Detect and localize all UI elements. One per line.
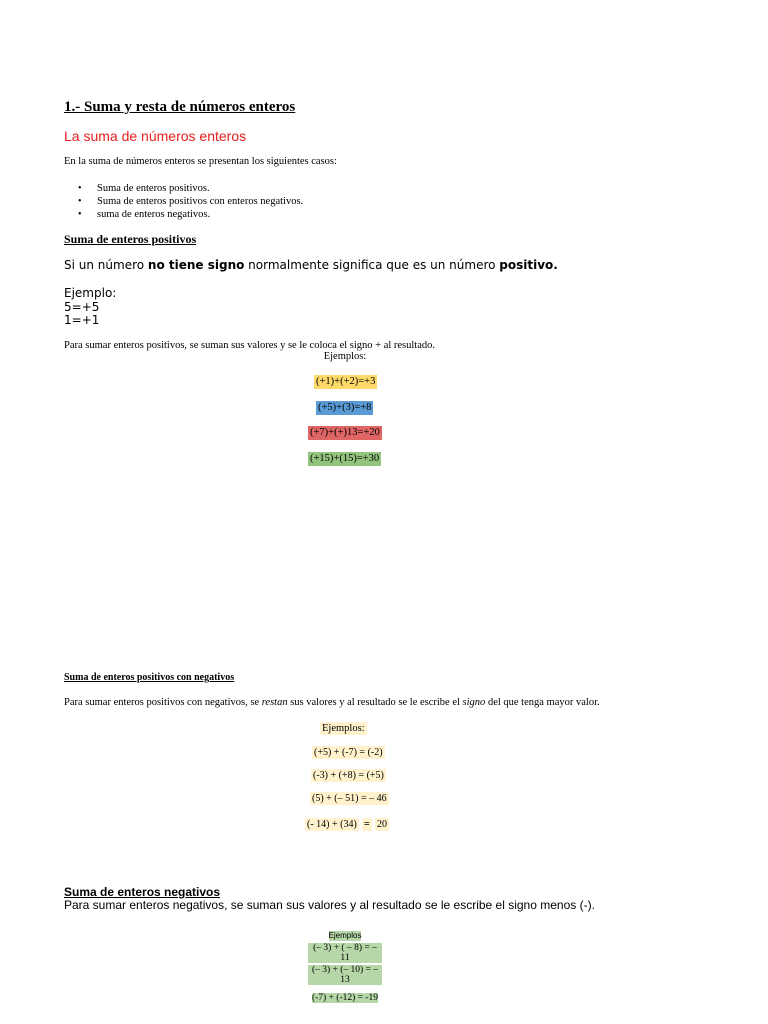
paragraph-signo xyxy=(64,258,558,272)
italic-text: restan xyxy=(261,697,288,708)
paragraph-positivos-negativos xyxy=(64,697,600,708)
heading-positivos: Suma de enteros positivos xyxy=(64,232,197,246)
list-item: • suma de enteros negativos. xyxy=(78,208,303,221)
bold-text: positivo. xyxy=(499,258,558,272)
equation-pn-3: (5) + (– 51) = – 46 xyxy=(312,793,387,804)
example-label: Ejemplo: xyxy=(64,286,117,300)
bold-text: no tiene signo xyxy=(147,258,245,272)
text-span: Para sumar enteros positivos con negativos, se xyxy=(64,697,262,708)
paragraph-negativos: Para sumar enteros negativos, se suman sus valores y al resultado se le escribe el signo menos (-). xyxy=(64,898,595,912)
text-span: del que tenga mayor valor. xyxy=(485,697,600,708)
equation-neg-3: (-7) + (-12) = -19 xyxy=(311,993,379,1003)
cases-list xyxy=(78,182,303,221)
list-item: • Suma de enteros positivos. xyxy=(78,182,303,195)
page-title: 1.- Suma y resta de números enteros xyxy=(64,99,296,115)
negativos-examples-box xyxy=(308,925,382,1005)
equation-neg-2: (– 3) + (– 10) = –13 xyxy=(308,965,382,985)
example-block xyxy=(64,287,116,328)
equation-4: (+15)+(15)=+30 xyxy=(310,453,380,464)
section-heading-suma: La suma de números enteros xyxy=(64,128,247,144)
equation-neg-1: (– 3) + ( – 8) = – 11 xyxy=(308,943,382,963)
intro-paragraph: En la suma de números enteros se presentan los siguientes casos: xyxy=(64,156,337,167)
equation-pn-4-left: (- 14) + (34) xyxy=(307,819,357,830)
equation-pn-1: (+5) + (-7) = (-2) xyxy=(314,747,383,758)
example-line: 5=+5 xyxy=(64,299,100,314)
equation-3: (+7)+(+)13=+20 xyxy=(310,427,380,438)
equation-1: (+1)+(+2)=+3 xyxy=(316,376,376,387)
ejemplos-label-2: Ejemplos: xyxy=(322,723,365,734)
heading-negativos: Suma de enteros negativos xyxy=(64,885,221,899)
italic-text: signo xyxy=(462,697,486,708)
equation-pn-4-right: 20 xyxy=(377,819,387,830)
text-span: sus valores y al resultado se le escribe el xyxy=(287,697,463,708)
text-span: Si un número xyxy=(64,258,148,272)
heading-positivos-negativos: Suma de enteros positivos con negativos xyxy=(64,672,235,683)
text-span: normalmente significa que es un número xyxy=(244,258,500,272)
equation-2: (+5)+(3)=+8 xyxy=(318,402,372,413)
equation-pn-4-equals: = xyxy=(364,819,370,830)
ejemplos-label: Ejemplos: xyxy=(323,351,367,362)
equation-pn-2: (-3) + (+8) = (+5) xyxy=(313,770,384,781)
example-line: 1=+1 xyxy=(64,313,100,327)
paragraph-sumar-positivos: Para sumar enteros positivos, se suman sus valores y se le coloca el signo + al resultado. xyxy=(64,340,436,351)
ejemplos-label-3: Ejemplos xyxy=(328,931,362,940)
list-item: • Suma de enteros positivos con enteros negativos. xyxy=(78,195,303,208)
